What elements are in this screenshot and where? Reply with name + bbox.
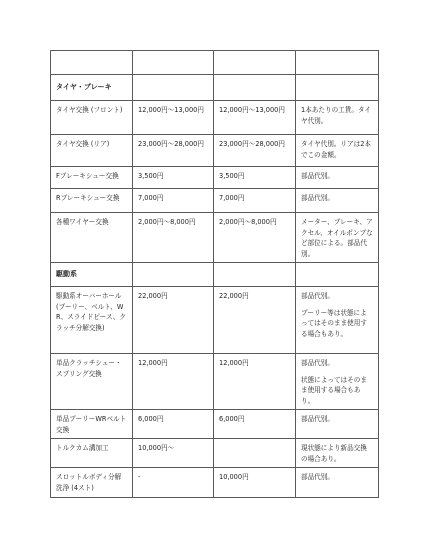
notes-cell [296,189,379,213]
price-a-cell: 2,000円〜8,000円 [133,213,214,263]
notes-cell [296,135,379,167]
item-cell: タイヤ交換 (リア) [51,135,133,167]
section-empty-cell [214,263,296,287]
price-b-cell: 6,000円 [214,410,296,439]
note-text: プーリー等は状態によってはそのまま使用する場合もあり。 [301,308,367,338]
notes-cell [296,167,379,189]
item-cell: タイヤ交換 (フロント) [51,101,133,135]
notes-cell [296,410,379,439]
price-b-cell: 10,000円 [214,468,296,498]
notes-cell [296,287,379,354]
header-cell [133,51,214,75]
note-text: 部品代別。 [301,415,334,423]
table-row [51,135,379,167]
section-empty-cell [214,75,296,101]
section-row [51,75,379,101]
price-b-cell: 22,000円 [214,287,296,354]
item-cell: スロットルボディ分解洗浄 (4スト) [51,468,133,498]
price-b-cell: 2,000円〜8,000円 [214,213,296,263]
item-cell: 単品プーリーWRベルト交換 [51,410,133,439]
table-row [51,287,379,354]
table-row [51,167,379,189]
header-cell [51,51,133,75]
price-a-cell: 22,000円 [133,287,214,354]
table-row [51,189,379,213]
section-empty-cell [133,75,214,101]
note-text: 部品代別。 [301,172,334,180]
price-b-cell [214,439,296,468]
price-table-body [51,51,379,498]
price-a-cell: 10,000円〜 [133,439,214,468]
note-text: 部品代別。 [301,194,334,202]
price-a-cell: 12,000円〜13,000円 [133,101,214,135]
note-text: 1本あたりの工賃。タイヤ代別。 [301,106,372,125]
price-a-cell: 6,000円 [133,410,214,439]
notes-cell [296,101,379,135]
price-b-cell: 12,000円〜13,000円 [214,101,296,135]
section-empty-cell [133,263,214,287]
item-cell: Fブレーキシュー交換 [51,167,133,189]
price-table [50,50,379,498]
section-empty-cell [296,75,379,101]
price-a-cell: 3,500円 [133,167,214,189]
notes-cell [296,213,379,263]
table-row [51,213,379,263]
table-row [51,101,379,135]
notes-cell [296,439,379,468]
item-cell: 単品クラッチシュー・スプリング交換 [51,354,133,410]
price-a-cell: 23,000円〜28,000円 [133,135,214,167]
section-title: 駆動系 [51,263,133,287]
notes-cell [296,354,379,410]
table-row [51,439,379,468]
table-row [51,468,379,498]
note-text: 部品代別。 [301,292,334,300]
section-title: タイヤ・ブレーキ [51,75,133,101]
price-a-cell: 12,000円 [133,354,214,410]
note-text: 部品代別。 [301,473,334,481]
note-text: 現状態により新品交換の場合あり。 [301,444,367,463]
header-cell [214,51,296,75]
price-a-cell: 7,000円 [133,189,214,213]
note-text: 状態によってはそのまま使用する場合もあり。 [301,375,367,405]
section-empty-cell [296,263,379,287]
notes-cell [296,468,379,498]
header-cell [296,51,379,75]
note-text: 部品代別。 [301,359,334,367]
table-row [51,410,379,439]
price-b-cell: 3,500円 [214,167,296,189]
price-a-cell: - [133,468,214,498]
item-cell: Rブレーキシュー交換 [51,189,133,213]
note-text: メーター、ブレーキ、アクセル、オイルポンプなど部位による。部品代別。 [301,218,373,258]
price-b-cell: 7,000円 [214,189,296,213]
note-text: タイヤ代別。リアは2本でこの金額。 [301,140,372,159]
price-b-cell: 23,000円〜28,000円 [214,135,296,167]
item-cell: トルクカム溝加工 [51,439,133,468]
table-row [51,354,379,410]
price-b-cell: 12,000円 [214,354,296,410]
section-row [51,263,379,287]
item-cell: 駆動系オーバーホール (プーリー、ベルト、WR、スライドピース、クラッチ分解交換) [51,287,133,354]
header-row [51,51,379,75]
item-cell: 各種ワイヤー交換 [51,213,133,263]
